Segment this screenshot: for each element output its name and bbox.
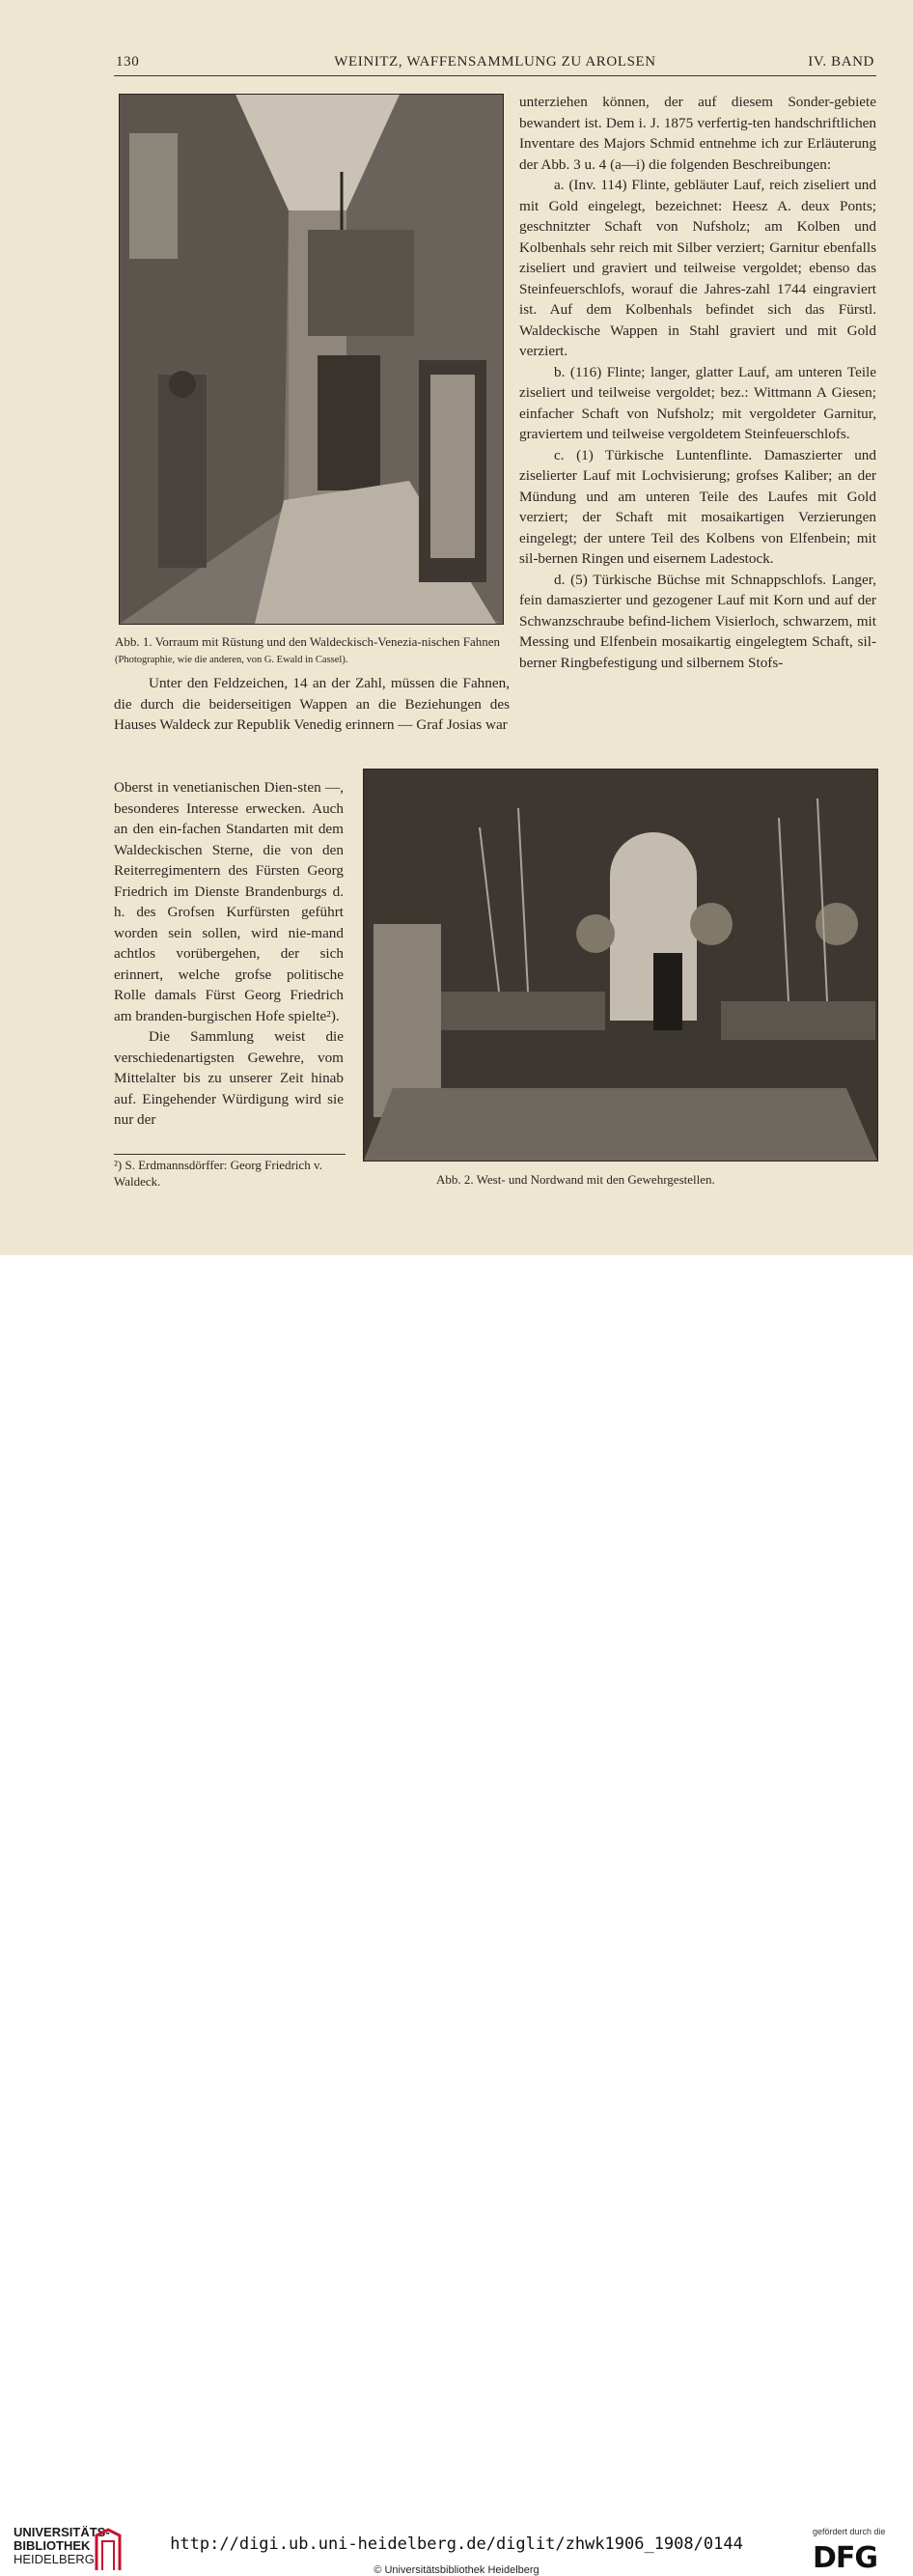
figure-1-caption-main: Abb. 1. Vorraum mit Rüstung und den Waldeckisch-Venezia-nischen Fahnen <box>115 634 500 649</box>
page-number: 130 <box>116 54 140 70</box>
footnote-divider <box>114 1154 346 1155</box>
paragraph: a. (Inv. 114) Flinte, gebläuter Lauf, reich ziseliert und mit Gold eingelegt, bezeichnet: Heesz A. deux Ponts; geschnitzter Schaft von Nufsholz; am Kolben und Kolbenhals sehr reich mit Silber verziert; Garnitur ebenfalls ziseliert und graviert und teilweise vergoldet; ebenso das Steinfeuerschlofs, worauf die Jahres-zahl 1744 eingraviert ist. Auf dem Kolbenhals befindet sich das Fürstl. Waldeckische Wappen in Stahl graviert und mit Gold verziert. <box>519 177 876 359</box>
running-header <box>114 50 876 76</box>
volume-label: IV. BAND <box>808 54 874 70</box>
paragraph: Oberst in venetianischen Dien-sten —, besonderes Interesse erwecken. Auch an den ein-fachen Standarten mit dem Waldeckischen Sterne, die von den Reiterregimentern des Fürsten Georg Friedrich im Dienste Brandenburgs d. h. des Grofsen Kurfürsten geführt worden sein sollen, wird nie-mand achtlos vorübergehen, der sich erinnert, welche grofse politische Rolle damals Fürst Georg Friedrich am branden-burgischen Hofe spielte²). <box>114 779 344 1024</box>
lower-left-column <box>114 777 344 1131</box>
running-title: WEINITZ, WAFFENSAMMLUNG ZU AROLSEN <box>334 54 656 70</box>
footnote: ²) S. Erdmannsdörffer: Georg Friedrich v. Waldeck. <box>114 1158 322 1189</box>
permalink-url[interactable]: http://digi.ub.uni-heidelberg.de/diglit/zhwk1906_1908/0144 <box>170 2534 743 2554</box>
paragraph: Die Sammlung weist die verschiedenartigsten Gewehre, vom Mittelalter bis zu unserer Zeit hinab auf. Eingehender Würdigung wird sie nur der <box>114 1028 344 1128</box>
paragraph: Unter den Feldzeichen, 14 an der Zahl, müssen die Fahnen, die durch die beiderseitigen Wappen an die Beziehungen des Hauses Waldeck zur Republik Venedig erinnern — Graf Josias war <box>114 675 510 733</box>
paragraph: unterziehen können, der auf diesem Sonder-gebiete bewandert ist. Dem i. J. 1875 verfertig-ten handschriftlichen Inventare des Majors Schmid entnehme ich zur Erläuterung der Abb. 3 u. 4 (a—i) die folgenden Beschreibungen: <box>519 94 876 173</box>
funding-note: gefördert durch die <box>813 2527 886 2536</box>
library-line: UNIVERSITÄTS- <box>14 2525 110 2539</box>
dfg-logo: DFG <box>813 2541 878 2575</box>
paragraph: c. (1) Türkische Luntenflinte. Damaszierter und ziselierter Lauf mit Lochvisierung; grofses Kaliber; an der Mündung und am unteren Teile des Laufes mit Gold verziert; der Schaft mit mosaikartigen Verzierungen eingelegt; der untere Teil des Kolbens von Elfenbein; mit sil-bernen Ringen und eisernem Ladestock. <box>519 446 876 567</box>
paragraph: b. (116) Flinte; langer, glatter Lauf, am unteren Teile ziseliert und teilweise vergoldet; bez.: Wittmann A Giesen; einfacher Schaft von Nufsholz; mit vergoldeter Garnitur, graviertem und teilweise vergoldetem Steinfeuerschlofs. <box>519 363 876 442</box>
figure-1-caption <box>115 633 511 668</box>
figure-1-caption-note: (Photographie, wie die anderen, von G. Ewald in Cassel). <box>115 655 348 665</box>
library-line: BIBLIOTHEK <box>14 2538 91 2553</box>
figure-2-photo <box>363 769 878 1162</box>
figure-2-caption: Abb. 2. West- und Nordwand mit den Gewehrgestellen. <box>436 1172 715 1187</box>
left-column <box>114 673 510 736</box>
copyright-notice: © Universitätsbibliothek Heidelberg <box>374 2564 540 2576</box>
figure-1-photo <box>119 94 504 625</box>
scanned-page <box>0 0 913 1255</box>
right-column <box>519 92 876 673</box>
library-line: HEIDELBERG <box>14 2552 95 2566</box>
paragraph: d. (5) Türkische Büchse mit Schnappschlofs. Langer, fein damaszierter und gezogener Lauf mit Korn und auf der Schwanzschraube befind-lichem Visierloch, schwarzem, mit Messing und Elfenbein mosaikartig eingelegtem Schaft, sil-berner Ringbefestigung und silbernem Stofs- <box>519 571 876 671</box>
digitization-footer <box>0 1255 913 2576</box>
